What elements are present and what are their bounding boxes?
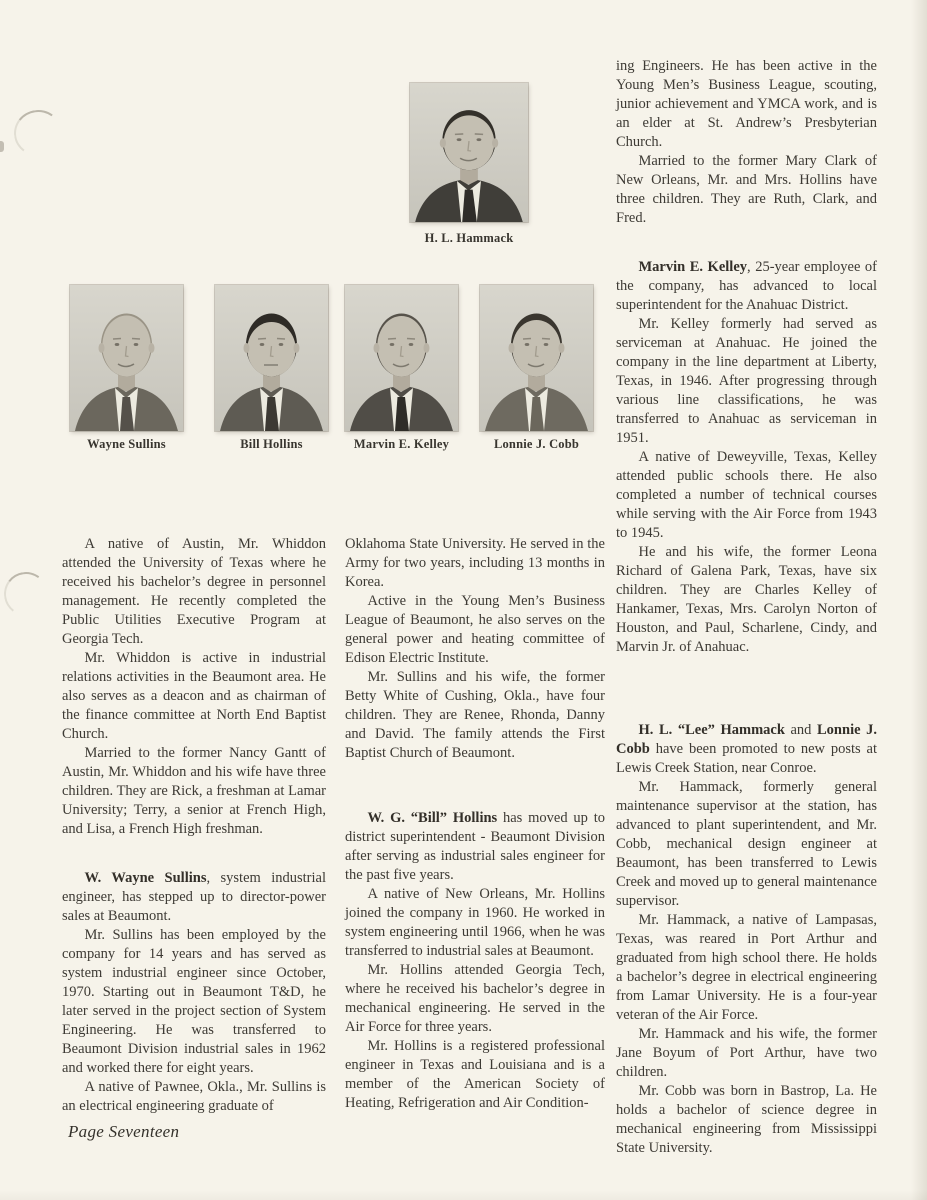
portrait-photo bbox=[480, 285, 593, 431]
portrait-photo bbox=[410, 83, 528, 222]
photo-wayne-sullins bbox=[70, 285, 183, 431]
paragraph: Married to the former Nancy Gantt of Austin, Mr. Whiddon and his wife have three children. They are Rick, a freshman at Lamar University; Terry, a senior at French High, and Lisa, a French High freshman. bbox=[62, 745, 326, 837]
photo-h-l-hammack bbox=[410, 83, 528, 222]
paragraph: Mr. Sullins and his wife, the former Betty White of Cushing, Okla., have four children. They are Renee, Rhonda, Danny and David. The family attends the First Baptist Church of Beaumont. bbox=[345, 669, 605, 761]
punch-hole-artifact bbox=[11, 107, 65, 159]
article-section bbox=[345, 809, 605, 1113]
paragraph: Mr. Cobb was born in Bastrop, La. He holds a bachelor of science degree in mechanical engineering from Mississippi State University. bbox=[616, 1083, 877, 1156]
article-section bbox=[616, 258, 877, 657]
portrait-photo bbox=[345, 285, 458, 431]
paragraph: A native of Pawnee, Okla., Mr. Sullins is an electrical engineering graduate of bbox=[62, 1079, 326, 1114]
photo-caption-h-l-hammack: H. L. Hammack bbox=[424, 231, 514, 245]
paragraph: A native of Deweyville, Texas, Kelley attended public schools there. He also completed a number of technical courses while serving with the Air Force from 1943 to 1945. bbox=[616, 449, 877, 541]
article-section bbox=[616, 721, 877, 1158]
text-column-left bbox=[62, 535, 326, 1116]
punch-hole-artifact bbox=[1, 569, 51, 619]
portrait-photo bbox=[215, 285, 328, 431]
paragraph: Mr. Hollins attended Georgia Tech, where he received his bachelor’s degree in mechanical engineering. He served in the Air Force for three years. bbox=[345, 962, 605, 1035]
photo-caption-wayne-sullins: Wayne Sullins bbox=[87, 437, 166, 451]
paragraph: Mr. Hammack and his wife, the former Jane Boyum of Port Arthur, have two children. bbox=[616, 1026, 877, 1080]
photo-bill-hollins bbox=[215, 285, 328, 431]
paragraph: Active in the Young Men’s Business League of Beaumont, he also serves on the general power and heating committee of Edison Electric Institute. bbox=[345, 593, 605, 666]
paragraph: Marvin E. Kelley, 25-year employee of the company, has advanced to local superintendent for the Anahuac District. bbox=[616, 259, 878, 313]
photo-caption-bill-hollins: Bill Hollins bbox=[240, 437, 303, 451]
text-column-right bbox=[616, 57, 877, 1158]
page-edge-shadow bbox=[911, 0, 927, 1200]
article-section bbox=[62, 535, 326, 839]
paragraph: W. Wayne Sullins, system industrial engineer, has stepped up to director-power sales at Beaumont. bbox=[62, 870, 326, 924]
article-section bbox=[616, 57, 877, 228]
text-column-middle bbox=[345, 535, 605, 1113]
photo-caption-lonnie-j-cobb: Lonnie J. Cobb bbox=[493, 437, 580, 451]
paragraph: Mr. Hammack, a native of Lampasas, Texas, was reared in Port Arthur and graduated from high school there. He holds a bachelor’s degree in electrical engineering from Lamar University. He is a four-year veteran of the Air Force. bbox=[616, 912, 877, 1023]
photo-caption-marvin-e-kelley: Marvin E. Kelley bbox=[353, 437, 450, 451]
article-section bbox=[345, 535, 605, 763]
photo-lonnie-j-cobb bbox=[480, 285, 593, 431]
paragraph: A native of Austin, Mr. Whiddon attended the University of Texas where he received his bachelor’s degree in personnel management. He recently completed the Public Utilities Executive Program at Georgia Tech. bbox=[62, 536, 326, 647]
page-edge-shadow bbox=[0, 1190, 927, 1200]
paragraph: Oklahoma State University. He served in the Army for two years, including 13 months in Korea. bbox=[345, 536, 605, 590]
paragraph: Married to the former Mary Clark of New Orleans, Mr. and Mrs. Hollins have three children. They are Ruth, Clark, and Fred. bbox=[616, 153, 877, 226]
page-number-footer: Page Seventeen bbox=[68, 1122, 180, 1141]
article-section bbox=[62, 869, 326, 1116]
paragraph: A native of New Orleans, Mr. Hollins joined the company in 1960. He worked in system engineering until 1966, when he was transferred to industrial sales at Beaumont. bbox=[345, 886, 605, 959]
paragraph: Mr. Sullins has been employed by the company for 14 years and has served as system industrial engineer since October, 1970. Starting out in Beaumont T&D, he later served in the project section of System Engineering. He was transferred to Beaumont Division industrial sales in 1962 and worked there for eight years. bbox=[62, 927, 326, 1076]
paragraph: He and his wife, the former Leona Richard of Galena Park, Texas, have six children. They are Charles Kelley of Hankamer, Texas, Mrs. Carolyn Norton of Houston, and Paul, Scharlene, Cindy, and Marvin Jr. of Anahuac. bbox=[616, 544, 877, 655]
paragraph: H. L. “Lee” Hammack and Lonnie J. Cobb have been promoted to new posts at Lewis Creek Station, near Conroe. bbox=[616, 722, 877, 776]
portrait-photo bbox=[70, 285, 183, 431]
paragraph: ing Engineers. He has been active in the Young Men’s Business League, scouting, junior achievement and YMCA work, and is an elder at St. Andrew’s Presbyterian Church. bbox=[616, 58, 877, 150]
paragraph: Mr. Hammack, formerly general maintenance supervisor at the station, has advanced to plant superintendent, and Mr. Cobb, mechanical design engineer at Beaumont, has been transferred to Lewis Creek and moved up to general maintenance supervisor. bbox=[616, 779, 877, 909]
scan-speck-artifact bbox=[0, 141, 4, 152]
photo-marvin-e-kelley bbox=[345, 285, 458, 431]
paragraph: Mr. Kelley formerly had served as serviceman at Anahuac. He joined the company in the line department at Liberty, Texas, in 1946. After progressing through various line classifications, he was transferred to Anahuac as serviceman in 1951. bbox=[616, 316, 877, 446]
paragraph: Mr. Whiddon is active in industrial relations activities in the Beaumont area. He also serves as a deacon and as chairman of the finance committee at North End Baptist Church. bbox=[62, 650, 326, 742]
paragraph: W. G. “Bill” Hollins has moved up to district superintendent - Beaumont Division after serving as industrial sales engineer for the past five years. bbox=[345, 810, 606, 883]
paragraph: Mr. Hollins is a registered professional engineer in Texas and Louisiana and is a member of the American Society of Heating, Refrigeration and Air Condition- bbox=[345, 1038, 605, 1111]
